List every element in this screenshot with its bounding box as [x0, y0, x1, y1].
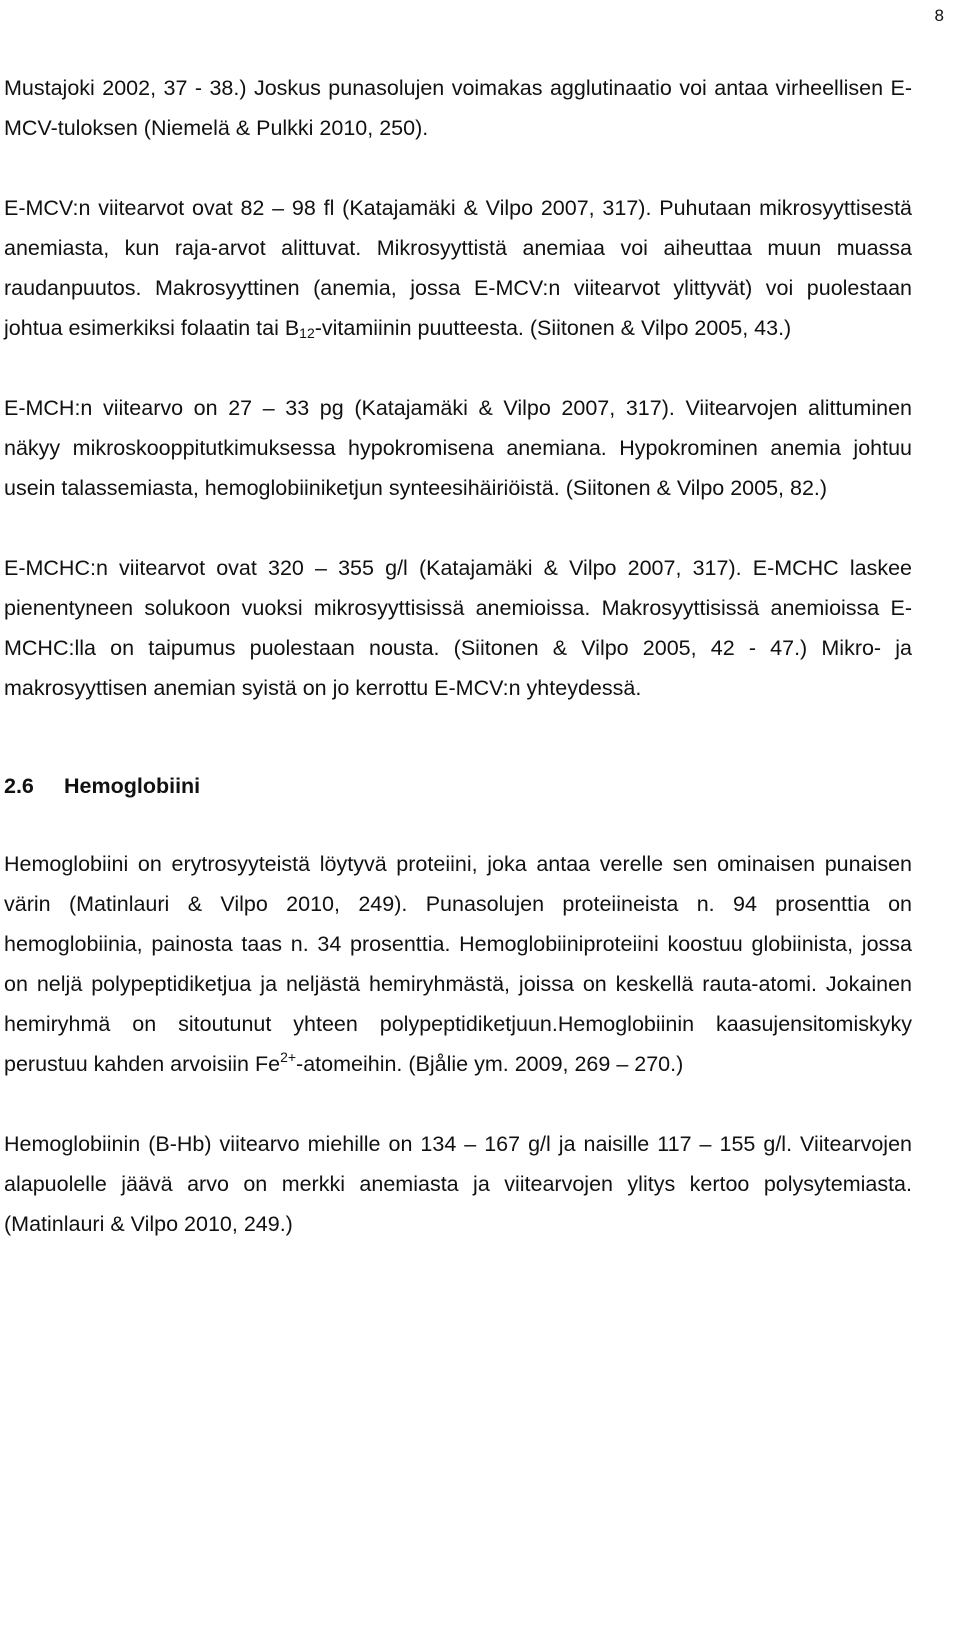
paragraph-mcv-reference [4, 188, 912, 348]
subscript-12: 12 [299, 325, 315, 341]
paragraph-hemoglobin-reference: Hemoglobiinin (B-Hb) viitearvo miehille on 134 – 167 g/l ja naisille 117 – 155 g/l. Viitearvojen alapuolelle jäävä arvo on merkki anemiasta ja viitearvojen ylitys kertoo polysytemiasta. (Matinlauri & Vilpo 2010, 249.) [4, 1132, 912, 1236]
paragraph-mcv-reference-tail: -vitamiinin puutteesta. (Siitonen & Vilpo 2005, 43.) [314, 316, 792, 340]
section-number: 2.6 [4, 774, 34, 798]
superscript-2plus: 2+ [280, 1049, 297, 1065]
paragraph-mcv-intro: Mustajoki 2002, 37 - 38.) Joskus punasolujen voimakas agglutinaatio voi antaa virheellisen E-MCV-tuloksen (Niemelä & Pulkki 2010, 250). [4, 76, 912, 140]
paragraph-hemoglobin-description [4, 844, 912, 1084]
paragraph-mchc-reference: E-MCHC:n viitearvot ovat 320 – 355 g/l (Katajamäki & Vilpo 2007, 317). E-MCHC laskee pienentyneen solukoon vuoksi mikrosyyttisissä anemioissa. Makrosyyttisissä anemioissa E-MCHC:lla on taipumus puolestaan nousta. (Siitonen & Vilpo 2005, 42 - 47.) Mikro- ja makrosyyttisen anemian syistä on jo kerrottu E-MCV:n yhteydessä. [4, 556, 912, 700]
section-heading [4, 766, 912, 806]
paragraph-hemoglobin-tail: -atomeihin. (Bjålie ym. 2009, 269 – 270.) [296, 1052, 684, 1076]
paragraph-mcv-reference-text: E-MCV:n viitearvot ovat 82 – 98 fl (Katajamäki & Vilpo 2007, 317). Puhutaan mikrosyyttisestä anemiasta, kun raja-arvot alittuvat. Mikrosyyttistä anemiaa voi aiheuttaa muun muassa raudanpuutos. Makrosyyttinen (anemia, jossa E-MCV:n viitearvot ylittyvät) voi puolestaan johtua esimerkiksi folaatin tai B [4, 196, 912, 340]
page-number: 8 [934, 6, 944, 25]
paragraph-hemoglobin-text: Hemoglobiini on erytrosyyteistä löytyvä proteiini, joka antaa verelle sen ominaisen punaisen värin (Matinlauri & Vilpo 2010, 249). Punasolujen proteiineista n. 94 prosenttia on hemoglobiinia, painosta taas n. 34 prosenttia. Hemoglobiiniproteiini koostuu globiinista, jossa on neljä polypeptidiketjua ja neljästä hemiryhmästä, joissa on keskellä rauta-atomi. Jokainen hemiryhmä on sitoutunut yhteen polypeptidiketjuun.Hemoglobiinin kaasujensitomiskyky perustuu kahden arvoisiin Fe [4, 852, 912, 1076]
paragraph-mch-reference: E-MCH:n viitearvo on 27 – 33 pg (Katajamäki & Vilpo 2007, 317). Viitearvojen alittuminen näkyy mikroskooppitutkimuksessa hypokromisena anemiana. Hypokrominen anemia johtuu usein talassemiasta, hemoglobiiniketjun synteesihäiriöistä. (Siitonen & Vilpo 2005, 82.) [4, 396, 912, 500]
page-content [4, 68, 912, 1284]
section-title: Hemoglobiini [64, 774, 201, 798]
